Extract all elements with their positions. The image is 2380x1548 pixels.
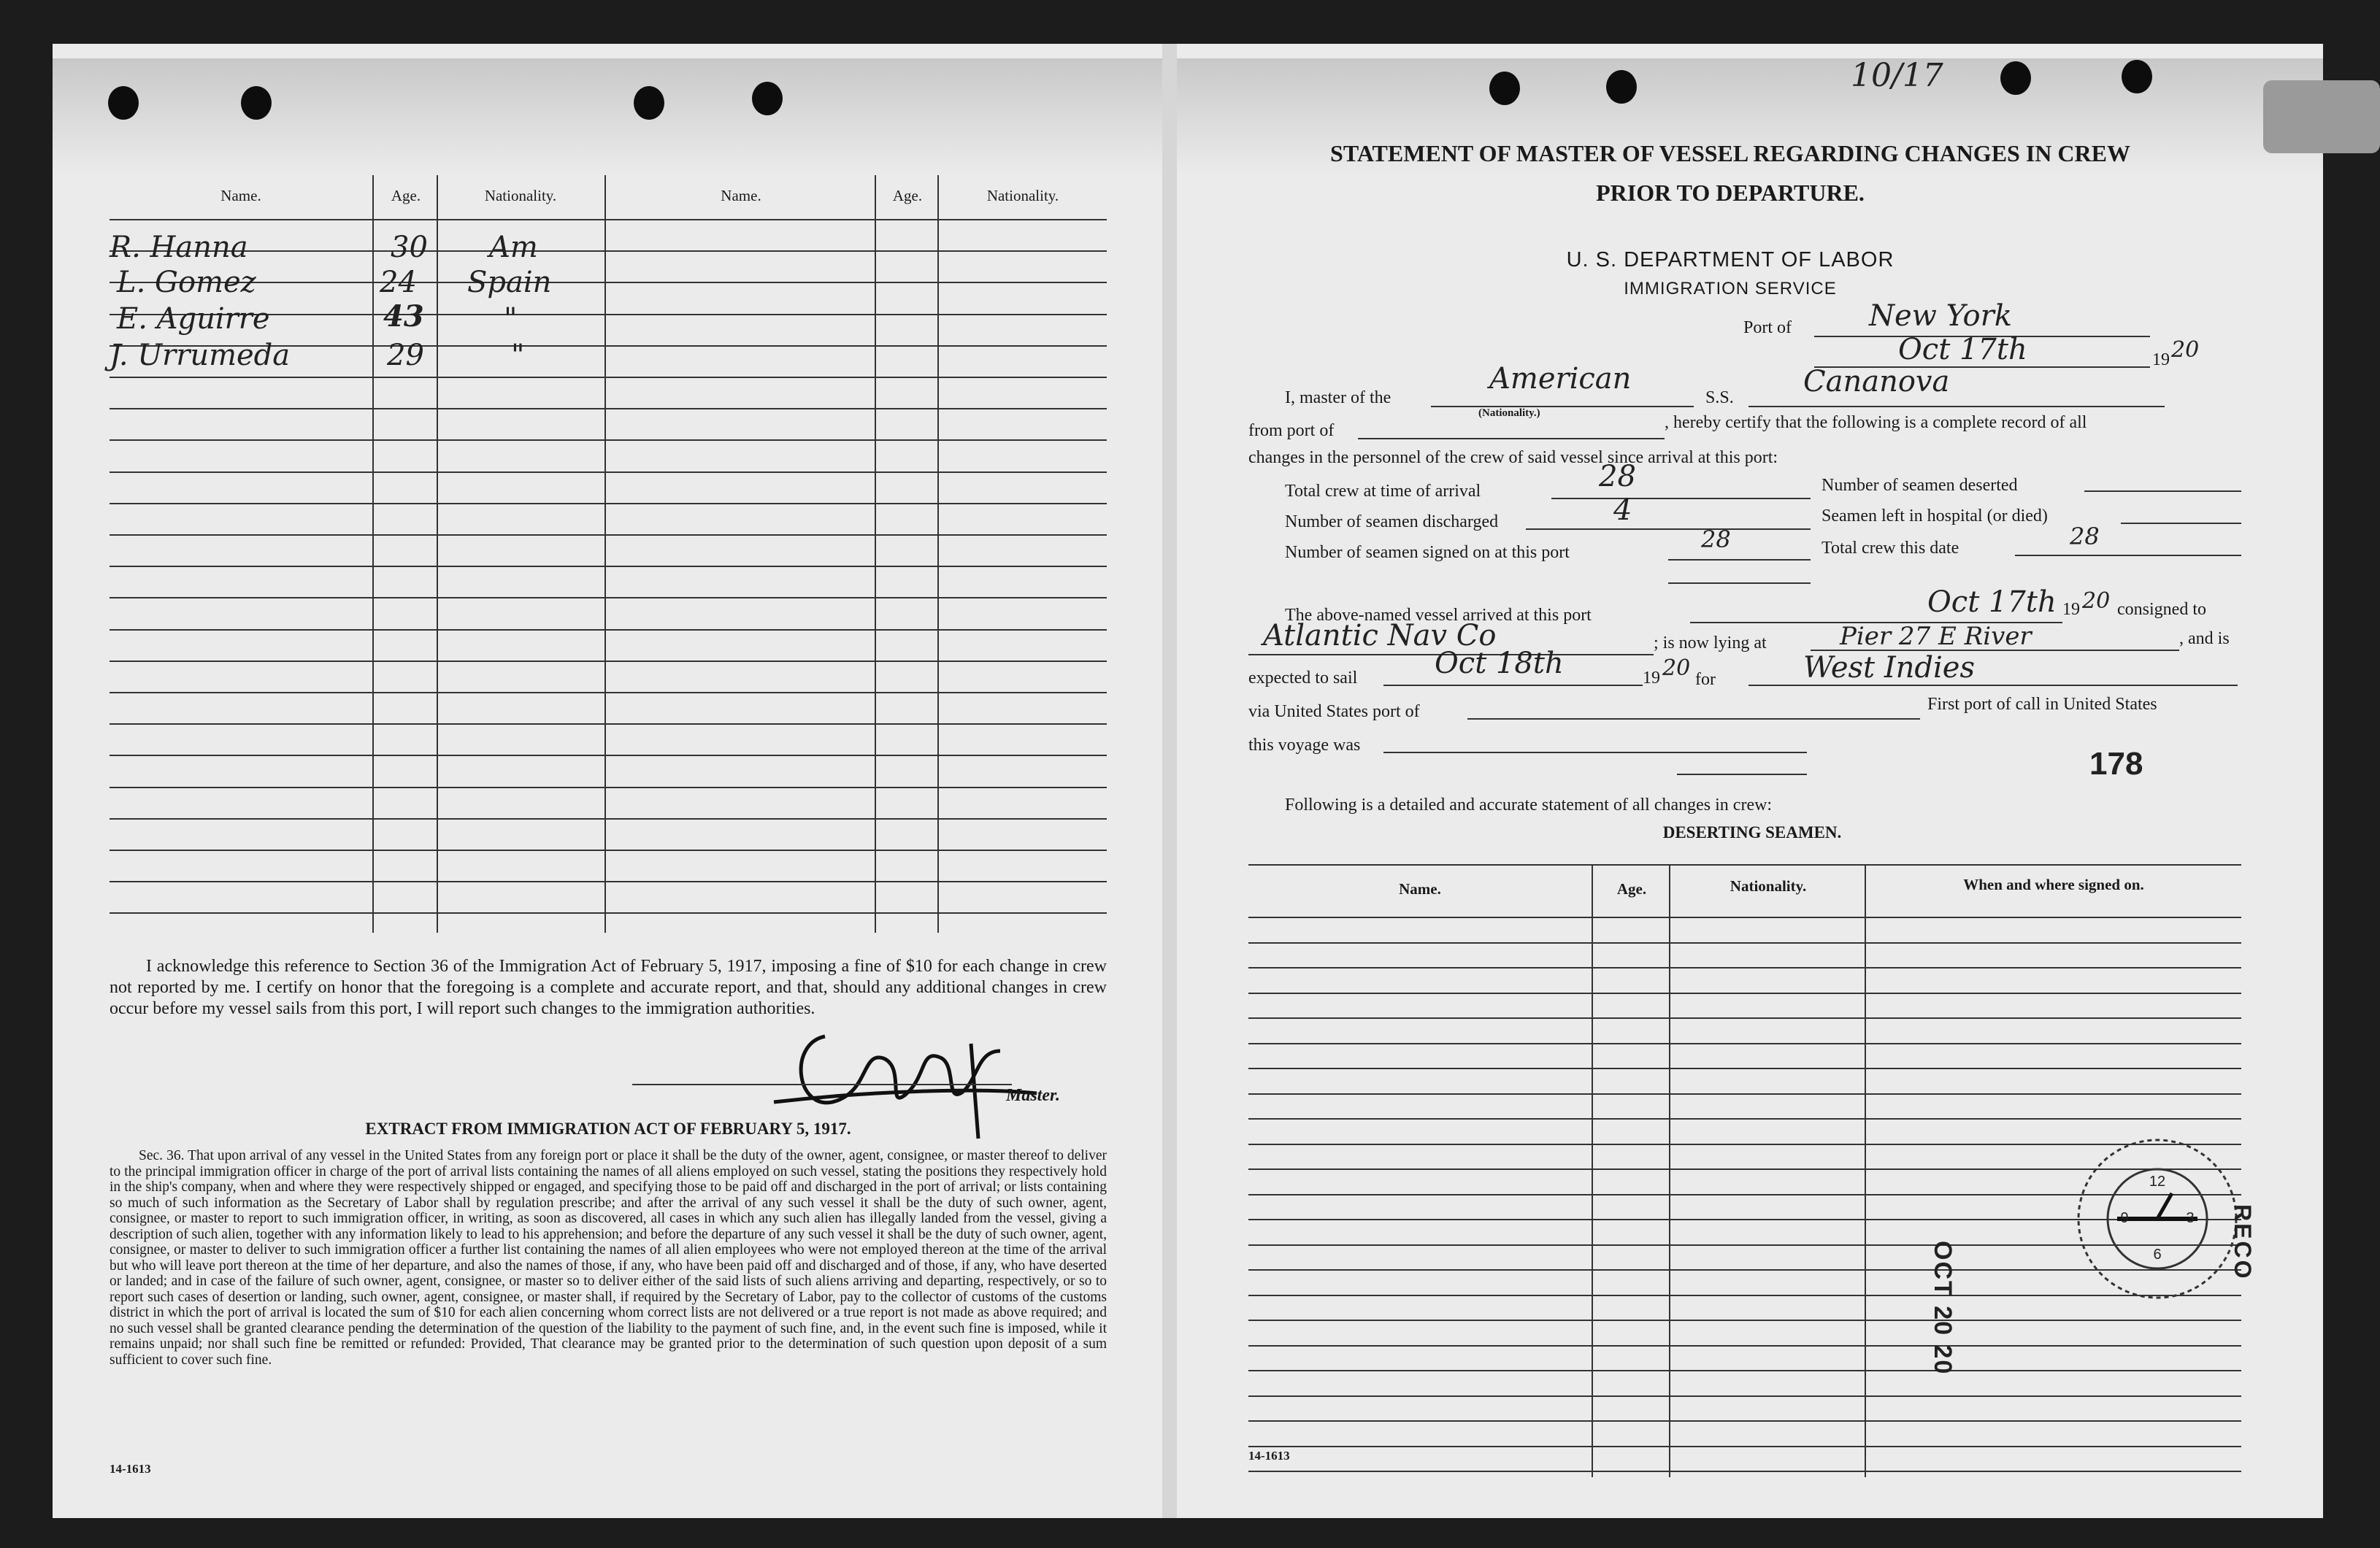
via-line <box>1467 718 1920 720</box>
acknowledgment-text: I acknowledge this reference to Section 36 of the Immigration Act of February 5, 1917, imposing a fine of $10 for each change in crew not reported by me. I certify on honor that the foregoing is a complete and accurate report, and that, should any additional changes in crew occur before my vessel sails from this port, I will report such changes to the immigration authorities. <box>110 957 1107 1018</box>
and-is-text: , and is <box>2179 629 2230 648</box>
crew-nationality: " <box>511 339 525 372</box>
table-row-line <box>110 471 1107 473</box>
port-label: Port of <box>1743 318 1792 337</box>
signed-on-label: Number of seamen signed on at this port <box>1285 543 1570 562</box>
header-nationality-2: Nationality. <box>986 187 1059 204</box>
arrived-value: Oct 17th <box>1927 585 2057 619</box>
table-row-line <box>1248 1446 2241 1447</box>
year-value: 20 <box>1662 655 1691 681</box>
table-row-line <box>110 850 1107 851</box>
first-port-label: First port of call in United States <box>1927 695 2157 714</box>
crew-age: 24 <box>380 266 417 299</box>
discharged-label: Number of seamen discharged <box>1285 512 1499 531</box>
table-row-line <box>110 408 1107 409</box>
table-row-line <box>110 503 1107 504</box>
expected-label: expected to sail <box>1248 669 1358 688</box>
table-row-line <box>110 439 1107 441</box>
table-row-line <box>110 818 1107 820</box>
year-value: 20 <box>2171 337 2200 363</box>
punch-hole <box>108 86 139 120</box>
following-text: Following is a detailed and accurate statement of all changes in crew: <box>1285 796 1773 815</box>
table-row-line <box>1248 1320 2241 1321</box>
table-row-line <box>1248 1043 2241 1044</box>
torn-edge-left <box>53 58 1162 175</box>
table-row-line <box>1248 942 2241 944</box>
table-row-line <box>110 282 1107 283</box>
voyage-line-2 <box>1677 774 1807 775</box>
table-row-line <box>110 219 1107 220</box>
table-row-line <box>110 692 1107 693</box>
crew-name: L. Gomez <box>117 266 256 299</box>
table-row-line <box>1248 917 2241 918</box>
master-label: Master. <box>1006 1086 1061 1105</box>
header-age: Age. <box>1616 880 1647 898</box>
table-row-line <box>110 723 1107 725</box>
table-row-line <box>110 661 1107 662</box>
consigned-label: consigned to <box>2117 600 2206 619</box>
table-row-line <box>1248 1395 2241 1397</box>
table-row-line <box>110 534 1107 536</box>
signed-on-value: 28 <box>1701 525 1731 553</box>
year-value: 20 <box>2082 588 2111 614</box>
deserted-label: Number of seamen deserted <box>1822 476 2018 495</box>
from-port-line <box>1358 438 1665 439</box>
certify-text-2: changes in the personnel of the crew of said vessel since arrival at this port: <box>1248 448 1778 467</box>
table-row-line <box>1248 1068 2241 1069</box>
hospital-label: Seamen left in hospital (or died) <box>1822 507 2048 525</box>
ss-label: S.S. <box>1705 388 1734 407</box>
header-nationality: Nationality. <box>1730 877 1807 895</box>
table-row-line <box>1248 1345 2241 1347</box>
crew-nationality: Am <box>489 231 538 264</box>
nationality-value: American <box>1489 362 1632 396</box>
statement-title-line1: STATEMENT OF MASTER OF VESSEL REGARDING CHANGES IN CREW <box>1330 140 2130 166</box>
crew-age: 30 <box>391 231 428 264</box>
signature-line <box>632 1084 1012 1085</box>
year-prefix: 19 <box>2152 350 2170 369</box>
header-age: Age. <box>391 187 421 204</box>
header-signed-on: When and where signed on. <box>1963 876 2144 893</box>
table-row-line <box>110 629 1107 631</box>
crew-name: E. Aguirre <box>117 302 270 336</box>
stamp-number: 178 <box>2089 746 2143 782</box>
table-row-line <box>110 377 1107 378</box>
consignee-value: Atlantic Nav Co <box>1263 619 1497 652</box>
table-row-line <box>1248 967 2241 969</box>
extract-text: Sec. 36. That upon arrival of any vessel in the United States from any foreign port or place it shall be the duty of the owner, agent, consignee, or master thereof to deliver to the principal immigration officer in charge of the port of arrival lists containing the names of all aliens employed on such vessel, stating the positions they respectively hold in the ship's company, when and where they were respectively shipped or engaged, and specifying those to be paid off and discharged in the port of arrival; or lists containing so much of such information as the Secretary of Labor shall by regulation prescribe; and after the arrival of any such vessel it shall be the duty of such owner, agent, consignee, or master to report to such immigration officer, in writing, as soon as discovered, all cases in which any such alien has illegally landed from the vessel, giving a description of such alien, together with any information likely to lead to his apprehension; and before the departure of any such vessel it shall be the duty of such owner, agent, consignee, or master to deliver to such immigration officer a further list containing the names of all alien employees who were not employed thereon at the time of the arrival but who will leave port thereon at the time of her departure, and also the names of those, if any, who have been paid off and discharged and of those, if any, who have deserted or landed; and in case of the failure of such owner, agent, consignee, or master so to deliver either of the said lists of such aliens arriving and departing, respectively, or so to report such cases of desertion or landing, such owner, agent, consignee, or master shall, if required by the Secretary of Labor, pay to the collector of customs of the customs district in which the port of arrival is located the sum of $10 for each alien concerning whom correct lists are not delivered or a true report is not made as above required; and no such vessel shall be granted clearance pending the determination of the question of the liability to the payment of such fine, and, in the event such fine is imposed, while it remains unpaid; nor shall such fine be remitted or refunded: Provided, That clearance may be granted prior to the determination of such question upon deposit of a sum sufficient to cover such fine. <box>110 1148 1107 1368</box>
year-prefix: 19 <box>2062 600 2080 619</box>
table-row-line <box>110 787 1107 788</box>
from-port-label: from port of <box>1248 421 1335 440</box>
service-name: IMMIGRATION SERVICE <box>1624 279 1837 299</box>
table-row-line <box>1248 1017 2241 1019</box>
page-fold <box>1162 44 1177 1518</box>
total-date-value: 28 <box>2070 523 2100 550</box>
table-row-line <box>1248 1118 2241 1120</box>
discharged-value: 4 <box>1613 493 1632 527</box>
header-age-2: Age. <box>892 187 923 204</box>
lying-value: Pier 27 E River <box>1840 622 2032 651</box>
voyage-line <box>1383 752 1807 753</box>
svg-text:3: 3 <box>2186 1210 2195 1226</box>
port-value: New York <box>1869 299 2012 333</box>
destination-line <box>1748 685 2238 686</box>
master-of-label: I, master of the <box>1285 388 1391 407</box>
table-row-line <box>110 755 1107 756</box>
crew-nationality: Spain <box>467 266 552 299</box>
total-date-label: Total crew this date <box>1822 539 1959 558</box>
punch-hole <box>1606 70 1637 104</box>
department-name: U. S. DEPARTMENT OF LABOR <box>1566 248 1895 272</box>
arrived-label: The above-named vessel arrived at this port <box>1285 606 1592 625</box>
column-rule <box>1592 864 1593 1477</box>
table-row-line <box>1248 1370 2241 1371</box>
extract-title: EXTRACT FROM IMMIGRATION ACT OF FEBRUARY 5, 1917. <box>365 1120 851 1138</box>
punch-hole <box>634 86 664 120</box>
table-row-line <box>110 881 1107 882</box>
crew-age: 29 <box>387 339 424 372</box>
signed-on-total-line <box>1668 582 1811 584</box>
certify-text: , hereby certify that the following is a complete record of all <box>1665 413 2087 432</box>
header-name: Name. <box>220 187 261 204</box>
corner-note: 10/17 <box>1851 57 1943 94</box>
total-arrival-value: 28 <box>1599 460 1636 493</box>
form-number-left: 14-1613 <box>110 1462 151 1476</box>
nationality-caption: (Nationality.) <box>1478 407 1540 419</box>
voyage-label: this voyage was <box>1248 736 1361 755</box>
punch-hole <box>2000 61 2031 95</box>
nationality-line <box>1431 406 1694 407</box>
table-row-line <box>1248 1420 2241 1422</box>
table-row-line <box>110 250 1107 252</box>
sail-value: Oct 18th <box>1435 647 1564 680</box>
date-stamp: OCT 20 20 <box>1929 1241 1957 1376</box>
punch-hole <box>2122 60 2152 93</box>
year-prefix: 19 <box>1643 669 1660 688</box>
table-row-line <box>110 566 1107 567</box>
table-row-line <box>1248 1471 2241 1472</box>
statement-title-line2: PRIOR TO DEPARTURE. <box>1596 180 1865 206</box>
discharged-line <box>1526 528 1811 530</box>
total-arrival-label: Total crew at time of arrival <box>1285 482 1481 501</box>
lying-label: ; is now lying at <box>1654 634 1767 652</box>
table-row-line <box>1248 1093 2241 1095</box>
via-label: via United States port of <box>1248 702 1420 721</box>
header-name-2: Name. <box>721 187 761 204</box>
header-nationality: Nationality. <box>484 187 557 204</box>
ellis-island-clock-stamp <box>2073 1135 2241 1303</box>
vessel-line <box>1748 406 2165 407</box>
sail-line <box>1383 685 1643 686</box>
crew-name: J. Urrumeda <box>110 339 291 372</box>
header-name: Name. <box>1399 880 1441 898</box>
svg-text:12: 12 <box>2149 1174 2166 1190</box>
table-top-rule <box>1248 864 2241 866</box>
vessel-value: Cananova <box>1803 365 1950 398</box>
deserting-title: DESERTING SEAMEN. <box>1662 823 1842 842</box>
signed-on-line <box>1668 559 1811 561</box>
table-row-line <box>110 597 1107 598</box>
total-date-line <box>2015 555 2241 556</box>
punch-hole <box>752 82 783 115</box>
svg-text:6: 6 <box>2153 1247 2162 1263</box>
crew-age: 43 <box>383 299 424 334</box>
for-label: for <box>1695 670 1716 689</box>
column-rule <box>1669 864 1670 1477</box>
date-value: Oct 17th <box>1898 333 2027 366</box>
paper-scrap <box>2263 80 2380 153</box>
table-row-line <box>110 912 1107 914</box>
column-rule <box>1865 864 1866 1477</box>
hospital-line <box>2121 523 2241 524</box>
svg-text:9: 9 <box>2120 1210 2129 1226</box>
punch-hole <box>1489 72 1520 105</box>
total-arrival-line <box>1551 498 1811 499</box>
form-number-right: 14-1613 <box>1248 1449 1290 1463</box>
reco-stamp: RECO <box>2230 1204 2256 1281</box>
punch-hole <box>241 86 272 120</box>
deserted-line <box>2084 490 2241 492</box>
crew-nationality: " <box>504 302 518 336</box>
table-row-line <box>1248 993 2241 994</box>
crew-name: R. Hanna <box>110 231 248 264</box>
destination-value: West Indies <box>1803 651 1975 685</box>
